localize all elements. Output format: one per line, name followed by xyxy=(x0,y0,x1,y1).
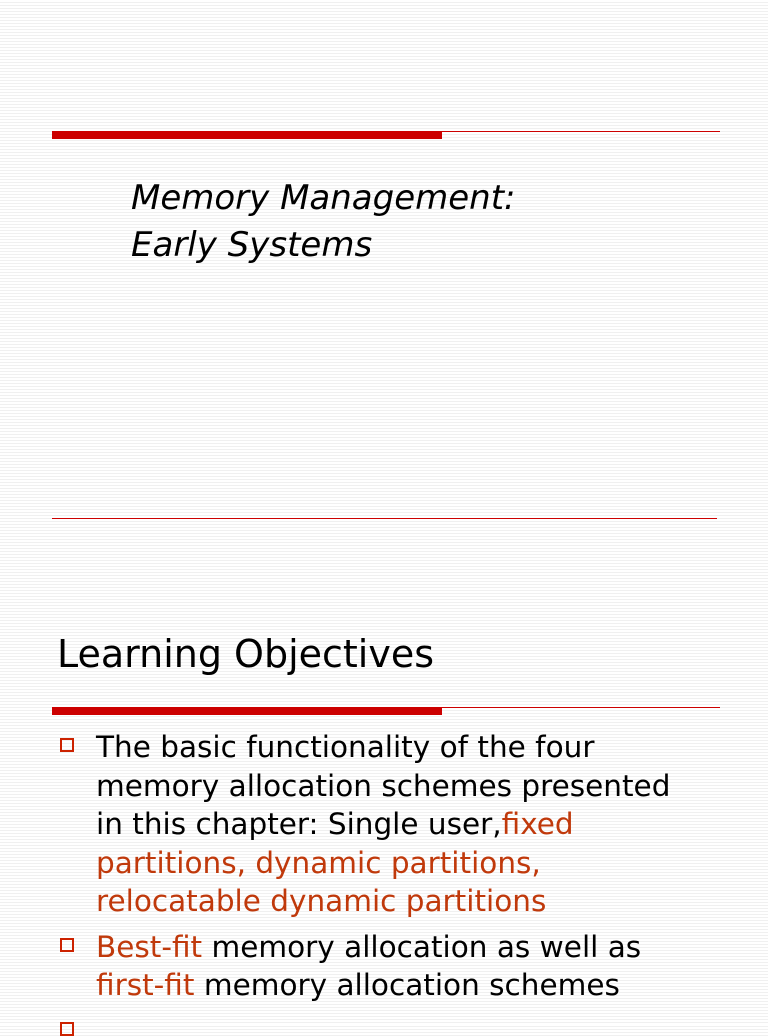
title-line-1: Memory Management: xyxy=(131,178,516,218)
highlighted-term: relocatable dynamic partitions xyxy=(96,884,547,918)
plain-text: in this chapter: Single user, xyxy=(96,807,502,841)
title-divider xyxy=(52,131,720,141)
bullet-text-line xyxy=(96,928,736,967)
square-bullet-icon xyxy=(60,938,74,952)
slide-separator xyxy=(52,518,717,519)
slide-title-text xyxy=(131,175,516,269)
highlighted-term: first-fit xyxy=(96,968,195,1002)
objectives-list xyxy=(56,728,736,1012)
bullet-text-line xyxy=(96,805,736,844)
square-bullet-icon xyxy=(60,738,74,752)
divider-thin-line xyxy=(442,131,720,132)
slide-learning-objectives xyxy=(0,520,768,1024)
list-item xyxy=(56,928,736,1005)
highlighted-term: partitions, dynamic partitions, xyxy=(96,845,541,880)
plain-text: memory allocation schemes xyxy=(194,968,620,1002)
slide-heading: Learning Objectives xyxy=(57,632,435,676)
divider-thick-bar xyxy=(52,131,442,139)
divider-thick-bar xyxy=(52,707,442,715)
title-line-2: Early Systems xyxy=(131,225,373,265)
plain-text: memory allocation as well as xyxy=(202,929,642,964)
highlighted-term: Best-fit xyxy=(96,929,203,964)
heading-divider xyxy=(52,707,720,717)
bullet-text-line: The basic functionality of the four xyxy=(96,730,595,764)
list-item xyxy=(56,728,736,921)
bullet-text-line: memory allocation schemes presented xyxy=(96,768,671,803)
highlighted-term: fixed xyxy=(501,807,574,841)
bullet-text-line xyxy=(96,966,736,1005)
divider-thin-line xyxy=(442,707,720,708)
